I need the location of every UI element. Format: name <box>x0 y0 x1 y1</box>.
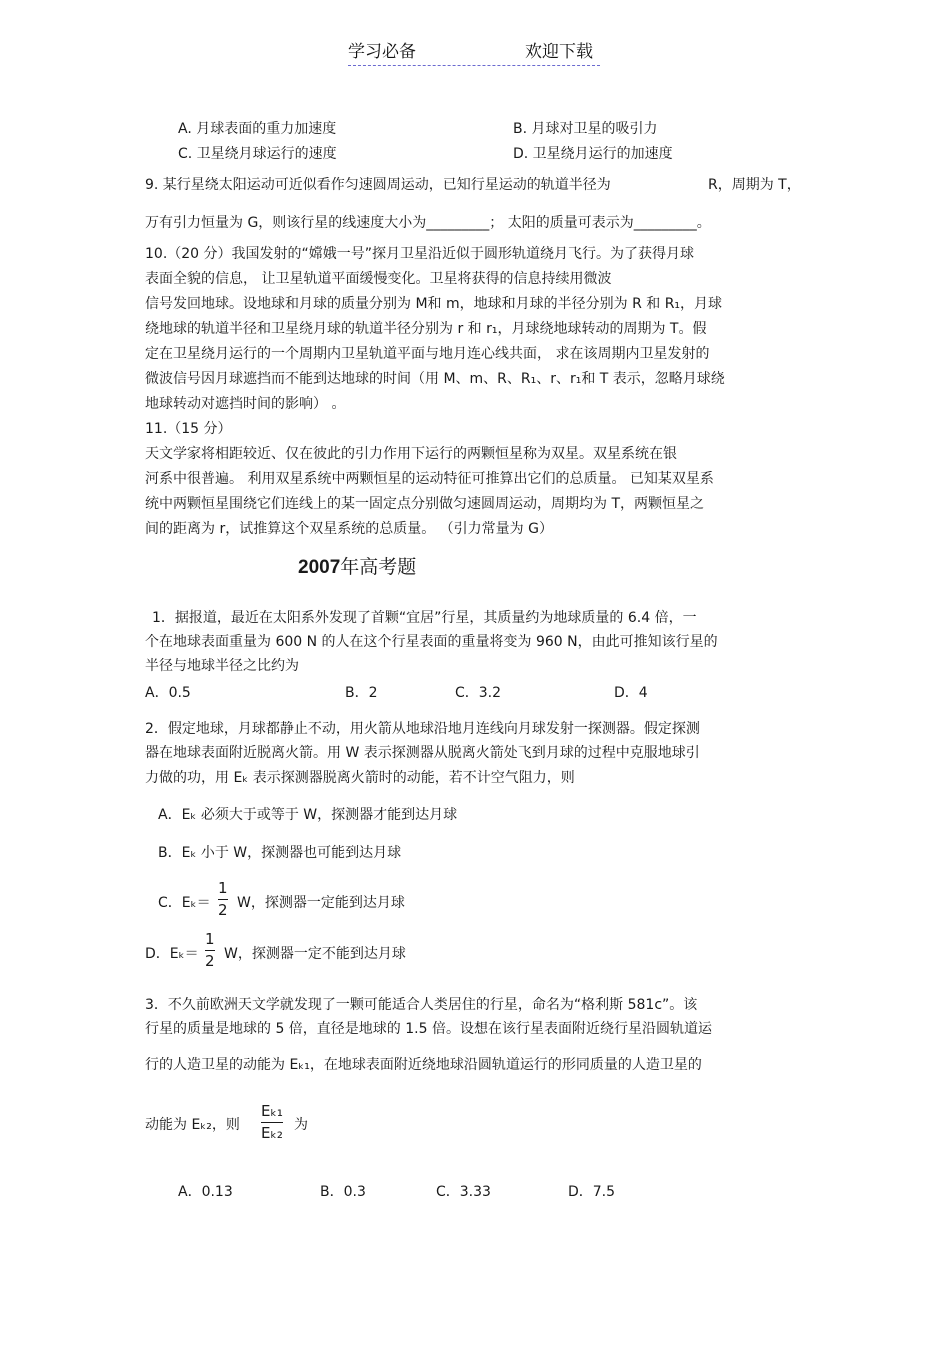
q8-option-d: D. 卫星绕月运行的加速度 <box>513 146 673 162</box>
p3-option-c: C．3.33 <box>436 1184 491 1200</box>
p2-option-b: B．Eₖ 小于 W，探测器也可能到达月球 <box>158 845 402 861</box>
fraction-denominator: 2 <box>218 900 228 919</box>
p2-line: 器在地球表面附近脱离火箭。用 W 表示探测器从脱离火箭处飞到月球的过程中克服地球引 <box>145 745 700 761</box>
p1-line: 个在地球表面重量为 600 N 的人在这个行星表面的重量将变为 960 N，由此可推知该行星的 <box>145 634 718 650</box>
p2-option-c-post: W，探测器一定能到达月球 <box>237 895 405 911</box>
fraction-bar <box>205 950 215 951</box>
q10-line: 表面全貌的信息， 让卫星轨道平面缓慢变化。卫星将获得的信息持续用微波 <box>145 271 612 287</box>
fraction-numerator: 1 <box>205 930 215 948</box>
p1-option-b: B．2 <box>345 685 378 701</box>
fraction-denominator: 2 <box>205 951 215 970</box>
fraction-bar <box>218 899 228 900</box>
fraction-numerator: Eₖ₁ <box>261 1102 283 1120</box>
q9-line-1-tail: R，周期为 T， <box>708 177 801 193</box>
p2-option-d-post: W，探测器一定不能到达月球 <box>224 946 406 962</box>
p2-option-c-pre: C．Eₖ＝ <box>158 895 211 911</box>
p1-option-d: D．4 <box>614 685 648 701</box>
q11-line: 11.（15 分） <box>145 421 232 437</box>
p1-option-a: A．0.5 <box>145 685 191 701</box>
p2-option-c-fraction <box>218 880 228 918</box>
q11-line: 天文学家将相距较近、仅在彼此的引力作用下运行的两颗恒星称为双星。双星系统在银 <box>145 446 677 462</box>
q10-line: 微波信号因月球遮挡而不能到达地球的时间（用 M、m、R、R₁、r、r₁和 T 表示，忽略月球绕 <box>145 371 725 387</box>
p3-line: 行星的质量是地球的 5 倍，直径是地球的 1.5 倍。设想在该行星表面附近绕行星沿圆轨道运 <box>145 1021 712 1037</box>
q9-line-1: 9. 某行星绕太阳运动可近似看作匀速圆周运动，已知行星运动的轨道半径为 <box>145 177 611 193</box>
p2-line: 2．假定地球，月球都静止不动，用火箭从地球沿地月连线向月球发射一探测器。假定探测 <box>145 721 700 737</box>
header-left: 学习必备 <box>348 42 416 62</box>
q10-line: 10.（20 分）我国发射的“嫦娥一号”探月卫星沿近似于圆形轨道绕月飞行。为了获得月球 <box>145 246 695 262</box>
p3-line-4-pre: 动能为 Eₖ₂，则 <box>145 1117 240 1133</box>
p3-option-d: D．7.5 <box>568 1184 616 1200</box>
fraction-numerator: 1 <box>218 879 228 897</box>
section-title <box>298 556 416 580</box>
q10-line: 绕地球的轨道半径和卫星绕月球的轨道半径分别为 r 和 r₁，月球绕地球转动的周期为 T。假 <box>145 321 707 337</box>
section-title-text: 年高考题 <box>340 556 417 578</box>
q11-line: 河系中很普遍。 利用双星系统中两颗恒星的运动特征可推算出它们的总质量。 已知某双星系 <box>145 471 714 487</box>
p1-line: 1．据报道，最近在太阳系外发现了首颗“宜居”行星，其质量约为地球质量的 6.4 倍，一 <box>152 610 697 626</box>
q8-option-a: A. 月球表面的重力加速度 <box>178 121 337 137</box>
q8-option-c: C. 卫星绕月球运行的速度 <box>178 146 337 162</box>
q10-line: 信号发回地球。设地球和月球的质量分别为 M和 m，地球和月球的半径分别为 R 和 R₁，月球 <box>145 296 723 312</box>
p1-line: 半径与地球半径之比约为 <box>145 658 299 674</box>
q8-option-b: B. 月球对卫星的吸引力 <box>513 121 658 137</box>
q9-line-2: 万有引力恒量为 G，则该行星的线速度大小为_________； 太阳的质量可表示为_________。 <box>145 215 711 231</box>
header-divider <box>348 65 600 66</box>
p2-option-d-pre: D．Eₖ＝ <box>145 946 199 962</box>
p3-option-a: A．0.13 <box>178 1184 233 1200</box>
p2-line: 力做的功，用 Eₖ 表示探测器脱离火箭时的动能，若不计空气阻力，则 <box>145 770 575 786</box>
p3-option-b: B．0.3 <box>320 1184 366 1200</box>
p1-option-c: C．3.2 <box>455 685 502 701</box>
p2-option-a: A．Eₖ 必须大于或等于 W，探测器才能到达月球 <box>158 807 458 823</box>
section-title-year: 2007 <box>298 557 341 578</box>
p3-line-3: 行的人造卫星的动能为 Eₖ₁，在地球表面附近绕地球沿圆轨道运行的形同质量的人造卫星的 <box>145 1057 702 1073</box>
q10-line: 地球转动对遮挡时间的影响） 。 <box>145 396 346 412</box>
p3-line: 3．不久前欧洲天文学就发现了一颗可能适合人类居住的行星，命名为“格利斯 581c”。该 <box>145 997 698 1013</box>
q11-line: 统中两颗恒星围绕它们连线上的某一固定点分别做匀速圆周运动，周期均为 T，两颗恒星之 <box>145 496 704 512</box>
header-right: 欢迎下载 <box>525 42 593 62</box>
fraction-denominator: Eₖ₂ <box>261 1123 283 1142</box>
p3-line-4-post: 为 <box>294 1117 308 1133</box>
p2-option-d-fraction <box>205 931 215 969</box>
q11-line: 间的距离为 r，试推算这个双星系统的总质量。 （引力常量为 G） <box>145 521 553 537</box>
q10-line: 定在卫星绕月运行的一个周期内卫星轨道平面与地月连心线共面， 求在该周期内卫星发射的 <box>145 346 710 362</box>
fraction-bar <box>261 1122 283 1123</box>
p3-energy-ratio-fraction <box>261 1103 283 1141</box>
